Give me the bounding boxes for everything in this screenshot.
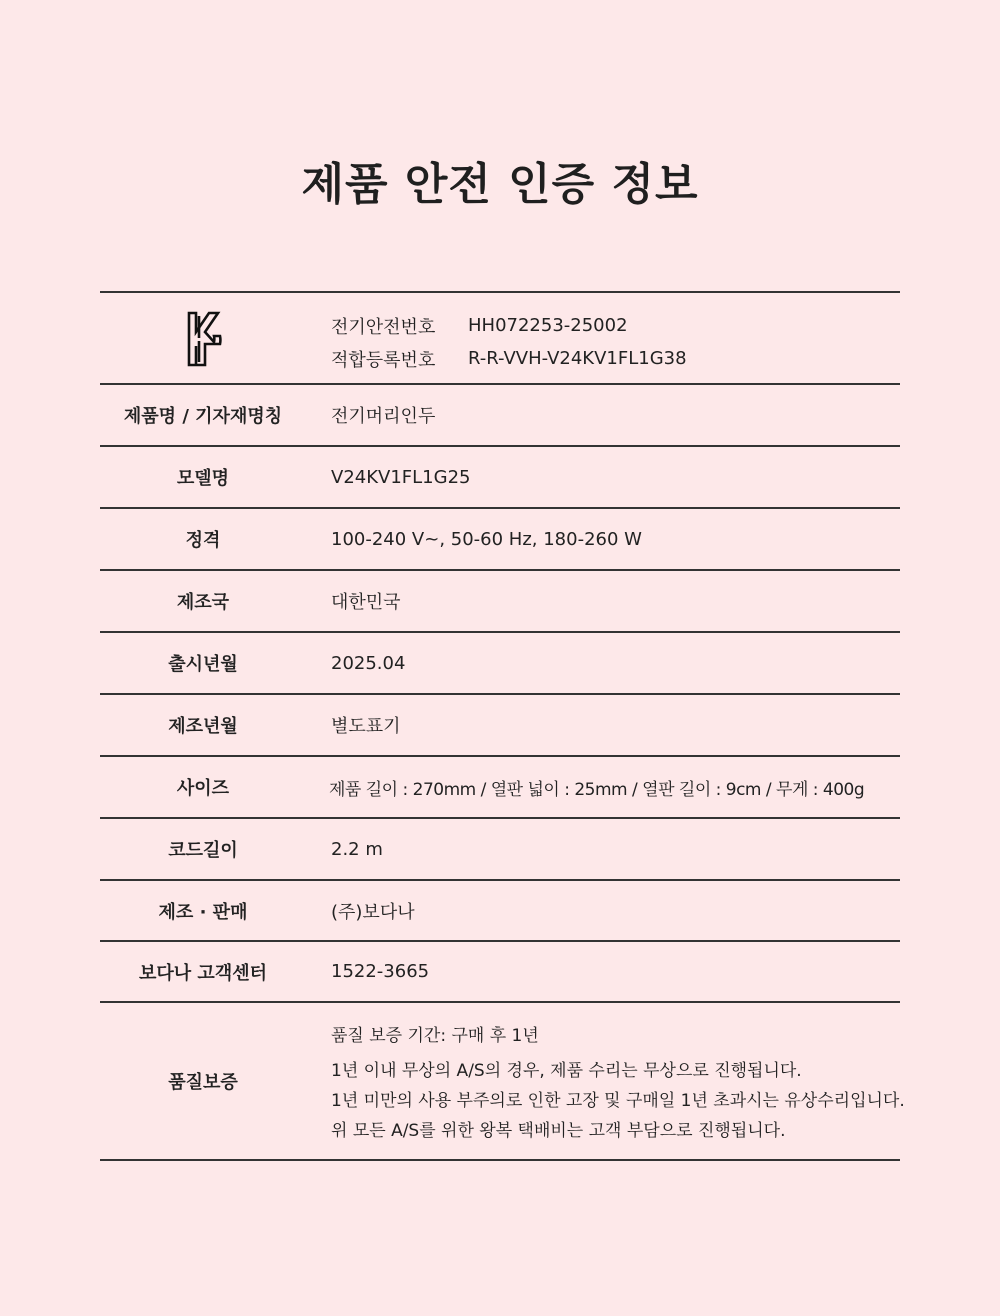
spec-label: 출시년월	[168, 654, 238, 675]
spec-label: 모델명	[176, 468, 230, 489]
spec-label: 코드길이	[168, 840, 238, 861]
spec-value: V24KV1FL1G25	[331, 466, 471, 488]
spec-row-size	[100, 757, 900, 819]
spec-label: 품질보증	[168, 1072, 238, 1093]
conformity-registration-number	[331, 342, 687, 375]
spec-row-warranty	[100, 1003, 905, 1161]
certification-info	[331, 309, 687, 375]
spec-row-country	[100, 571, 900, 633]
spec-row-customer-center	[100, 942, 900, 1003]
spec-label: 제조년월	[168, 716, 238, 737]
spec-value: 별도표기	[331, 716, 401, 737]
spec-label: 제조국	[176, 592, 230, 613]
warranty-info	[331, 1017, 905, 1143]
spec-value: (주)보다나	[331, 901, 415, 923]
warranty-line: 위 모든 A/S를 위한 왕복 택배비는 고객 부담으로 진행됩니다.	[331, 1120, 786, 1141]
safety-info-table	[100, 291, 905, 1161]
spec-row-product-name	[100, 385, 900, 447]
spec-row-model	[100, 447, 900, 509]
spec-label: 제조 · 판매	[158, 901, 248, 923]
kc-mark-icon	[186, 310, 222, 368]
spec-label: 제품명 / 기자재명칭	[123, 406, 283, 427]
spec-label: 정격	[185, 530, 221, 551]
cert-label: 적합등록번호	[331, 349, 436, 371]
cert-value: HH072253-25002	[468, 315, 628, 336]
spec-label: 사이즈	[176, 778, 230, 799]
spec-row-manufacturer	[100, 881, 900, 942]
spec-value: 100-240 V~, 50-60 Hz, 180-260 W	[331, 528, 642, 550]
warranty-period: 품질 보증 기간: 구매 후 1년	[331, 1025, 539, 1046]
spec-row-cord-length	[100, 819, 900, 881]
electrical-safety-number	[331, 309, 687, 342]
certification-row	[100, 293, 900, 385]
warranty-line: 1년 이내 무상의 A/S의 경우, 제품 수리는 무상으로 진행됩니다.	[331, 1060, 802, 1081]
page-title: 제품 안전 인증 정보	[301, 159, 699, 210]
spec-row-rating	[100, 509, 900, 571]
cert-label: 전기안전번호	[331, 316, 436, 338]
spec-value: 제품 길이 : 270mm / 열판 넓이 : 25mm / 열판 길이 : 9cm / 무게 : 400g	[329, 779, 865, 800]
spec-row-manufacture-date	[100, 695, 900, 757]
cert-value: R-R-VVH-V24KV1FL1G38	[468, 348, 687, 369]
spec-label: 보다나 고객센터	[139, 962, 267, 984]
spec-value: 2025.04	[331, 652, 406, 674]
spec-value: 1522-3665	[331, 961, 430, 982]
spec-value: 2.2 m	[331, 838, 383, 860]
spec-row-release-date	[100, 633, 900, 695]
spec-value: 대한민국	[331, 592, 401, 613]
warranty-line: 1년 미만의 사용 부주의로 인한 고장 및 구매일 1년 초과시는 유상수리입니다.	[331, 1090, 905, 1111]
spec-value: 전기머리인두	[331, 406, 436, 427]
